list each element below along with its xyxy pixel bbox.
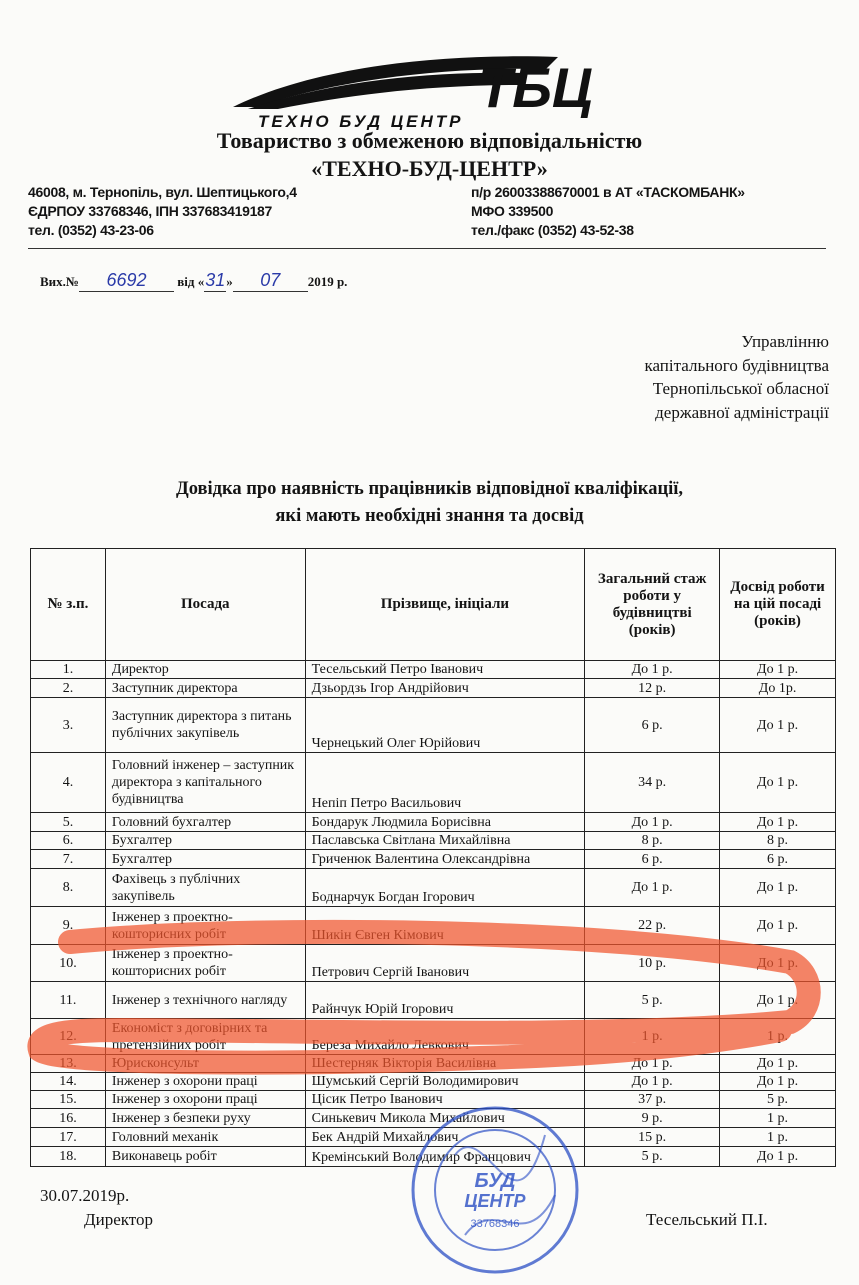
position-experience: До 1 р.	[720, 1147, 836, 1167]
full-name: Шикін Євген Кімович	[305, 907, 585, 945]
row-number: 7.	[31, 850, 106, 869]
org-name-line2: «ТЕХНО-БУД-ЦЕНТР»	[311, 156, 548, 181]
position-experience: 1 р.	[720, 1019, 836, 1055]
position-experience: До 1р.	[720, 679, 836, 698]
org-name-line1: Товариство з обмеженою відповідальністю	[216, 128, 643, 153]
date-day: 31	[205, 270, 226, 290]
table-row	[31, 1073, 836, 1091]
footer-signatory: Тесельський П.І.	[646, 1210, 768, 1229]
position-experience: До 1 р.	[720, 813, 836, 832]
addressee-line: державної адміністрації	[655, 402, 829, 422]
row-number: 16.	[31, 1109, 106, 1128]
date-sep: »	[226, 274, 233, 289]
position: Заступник директора	[105, 679, 305, 698]
full-name: Чернецький Олег Юрійович	[305, 698, 585, 753]
position-experience: До 1 р.	[720, 907, 836, 945]
row-number: 9.	[31, 907, 106, 945]
total-experience: 5 р.	[585, 982, 720, 1019]
svg-text:ЦЕНТР: ЦЕНТР	[464, 1191, 526, 1211]
total-experience: 22 р.	[585, 907, 720, 945]
position-experience: 1 р.	[720, 1109, 836, 1128]
full-name: Бондарук Людмила Борисівна	[305, 813, 585, 832]
total-experience: До 1 р.	[585, 813, 720, 832]
position: Юрисконсульт	[105, 1055, 305, 1073]
footer-position: Директор	[84, 1210, 153, 1229]
table-row	[31, 982, 836, 1019]
row-number: 11.	[31, 982, 106, 1019]
full-name: Тесельський Петро Іванович	[305, 661, 585, 679]
svg-text:33768346: 33768346	[470, 1218, 520, 1230]
header-divider	[28, 248, 826, 249]
table-row	[31, 832, 836, 850]
full-name: Петрович Сергій Іванович	[305, 945, 585, 982]
table-row	[31, 850, 836, 869]
row-number: 4.	[31, 753, 106, 813]
full-name: Паславська Світлана Михайлівна	[305, 832, 585, 850]
position: Головний інженер – заступник директора з капітального будівництва	[105, 753, 305, 813]
full-name: Бек Андрій Михайлович	[305, 1128, 585, 1147]
bank-account: п/р 26003388670001 в АТ «ТАСКОМБАНК»	[471, 184, 745, 200]
row-number: 1.	[31, 661, 106, 679]
position-experience: До 1 р.	[720, 982, 836, 1019]
full-name: Райнчук Юрій Ігорович	[305, 982, 585, 1019]
requisites-right	[471, 183, 745, 240]
position: Головний бухгалтер	[105, 813, 305, 832]
table-row	[31, 945, 836, 982]
total-experience: 6 р.	[585, 850, 720, 869]
position: Економіст з договірних та претензійних робіт	[105, 1019, 305, 1055]
company-logo	[228, 45, 638, 130]
total-experience: 15 р.	[585, 1128, 720, 1147]
row-number: 3.	[31, 698, 106, 753]
total-experience: 37 р.	[585, 1091, 720, 1109]
row-number: 8.	[31, 869, 106, 907]
row-number: 5.	[31, 813, 106, 832]
total-experience: 5 р.	[585, 1147, 720, 1167]
title-line: які мають необхідні знання та досвід	[275, 506, 584, 526]
total-experience: До 1 р.	[585, 661, 720, 679]
outgoing-number-value: 6692	[79, 270, 174, 292]
total-experience: 1 р.	[585, 1019, 720, 1055]
position-experience: 8 р.	[720, 832, 836, 850]
svg-text:БУД: БУД	[474, 1170, 516, 1192]
column-header: Прізвище, ініціали	[305, 549, 585, 661]
column-header: Загальний стаж роботи у будівництві (років)	[585, 549, 720, 661]
position: Інженер з охорони праці	[105, 1073, 305, 1091]
date-from-label: від «	[177, 274, 205, 289]
row-number: 13.	[31, 1055, 106, 1073]
column-header: Посада	[105, 549, 305, 661]
document-title	[0, 476, 859, 530]
outgoing-label: Вих.№	[40, 274, 79, 289]
row-number: 6.	[31, 832, 106, 850]
position-experience: До 1 р.	[720, 1055, 836, 1073]
position: Бухгалтер	[105, 850, 305, 869]
date-month: 07	[233, 270, 308, 292]
outgoing-number	[40, 270, 347, 292]
footer-date: 30.07.2019р.	[40, 1186, 130, 1205]
full-name: Синькевич Микола Михайлович	[305, 1109, 585, 1128]
full-name: Кремінський Володимир Францович	[305, 1147, 585, 1167]
position-experience: 6 р.	[720, 850, 836, 869]
position-experience: До 1 р.	[720, 698, 836, 753]
table-row	[31, 1055, 836, 1073]
full-name: Цісик Петро Іванович	[305, 1091, 585, 1109]
row-number: 15.	[31, 1091, 106, 1109]
phone: тел. (0352) 43-23-06	[28, 222, 154, 238]
total-experience: До 1 р.	[585, 1073, 720, 1091]
staff-table	[30, 548, 836, 1167]
position-experience: До 1 р.	[720, 1073, 836, 1091]
column-header: № з.п.	[31, 549, 106, 661]
full-name: Гриченюк Валентина Олександрівна	[305, 850, 585, 869]
full-name: Шумський Сергій Володимирович	[305, 1073, 585, 1091]
position: Інженер з проектно-кошторисних робіт	[105, 907, 305, 945]
position-experience: До 1 р.	[720, 945, 836, 982]
position-experience: До 1 р.	[720, 661, 836, 679]
position-experience: 5 р.	[720, 1091, 836, 1109]
row-number: 17.	[31, 1128, 106, 1147]
row-number: 14.	[31, 1073, 106, 1091]
position: Інженер з безпеки руху	[105, 1109, 305, 1128]
position: Інженер з технічного нагляду	[105, 982, 305, 1019]
title-line: Довідка про наявність працівників відповідної кваліфікації,	[175, 479, 684, 499]
position: Заступник директора з питань публічних закупівель	[105, 698, 305, 753]
total-experience: 9 р.	[585, 1109, 720, 1128]
date-year: 2019 р.	[307, 274, 348, 289]
full-name: Боднарчук Богдан Ігорович	[305, 869, 585, 907]
addressee	[644, 330, 829, 424]
row-number: 10.	[31, 945, 106, 982]
table-row	[31, 813, 836, 832]
table-row	[31, 698, 836, 753]
position: Виконавець робіт	[105, 1147, 305, 1167]
position: Директор	[105, 661, 305, 679]
mfo: МФО 339500	[471, 203, 554, 219]
total-experience: 6 р.	[585, 698, 720, 753]
total-experience: 34 р.	[585, 753, 720, 813]
addressee-line: Управлінню	[741, 332, 829, 351]
table-row	[31, 869, 836, 907]
total-experience: 8 р.	[585, 832, 720, 850]
table-row	[31, 661, 836, 679]
full-name: Непіп Петро Васильович	[305, 753, 585, 813]
position-experience: 1 р.	[720, 1128, 836, 1147]
total-experience: До 1 р.	[585, 869, 720, 907]
table-row	[31, 907, 836, 945]
requisites-left	[28, 183, 297, 240]
full-name: Дзьордзь Ігор Андрійович	[305, 679, 585, 698]
table-row	[31, 753, 836, 813]
total-experience: 10 р.	[585, 945, 720, 982]
position: Фахівець з публічних закупівель	[105, 869, 305, 907]
full-name: Шестерняк Вікторія Василівна	[305, 1055, 585, 1073]
row-number: 12.	[31, 1019, 106, 1055]
position-experience: До 1 р.	[720, 869, 836, 907]
total-experience: 12 р.	[585, 679, 720, 698]
addressee-line: Тернопільської обласної	[652, 379, 829, 398]
table-row	[31, 1019, 836, 1055]
full-name: Береза Михайло Левкович	[305, 1019, 585, 1055]
column-header: Досвід роботи на цій посаді (років)	[720, 549, 836, 661]
position: Бухгалтер	[105, 832, 305, 850]
edrpou: ЄДРПОУ 33768346, ІПН 337683419187	[28, 203, 273, 219]
svg-text:ТБЦ: ТБЦ	[478, 56, 593, 119]
svg-text:ТЕХНО БУД ЦЕНТР: ТЕХНО БУД ЦЕНТР	[258, 112, 464, 130]
position-experience: До 1 р.	[720, 753, 836, 813]
row-number: 2.	[31, 679, 106, 698]
addressee-line: капітального будівництва	[644, 355, 829, 375]
position: Інженер з охорони праці	[105, 1091, 305, 1109]
row-number: 18.	[31, 1147, 106, 1167]
position: Головний механік	[105, 1128, 305, 1147]
fax: тел./факс (0352) 43-52-38	[471, 222, 634, 238]
table-row	[31, 679, 836, 698]
total-experience: До 1 р.	[585, 1055, 720, 1073]
company-stamp	[395, 1095, 595, 1285]
address: 46008, м. Тернопіль, вул. Шептицького,4	[28, 184, 297, 200]
position: Інженер з проектно-кошторисних робіт	[105, 945, 305, 982]
